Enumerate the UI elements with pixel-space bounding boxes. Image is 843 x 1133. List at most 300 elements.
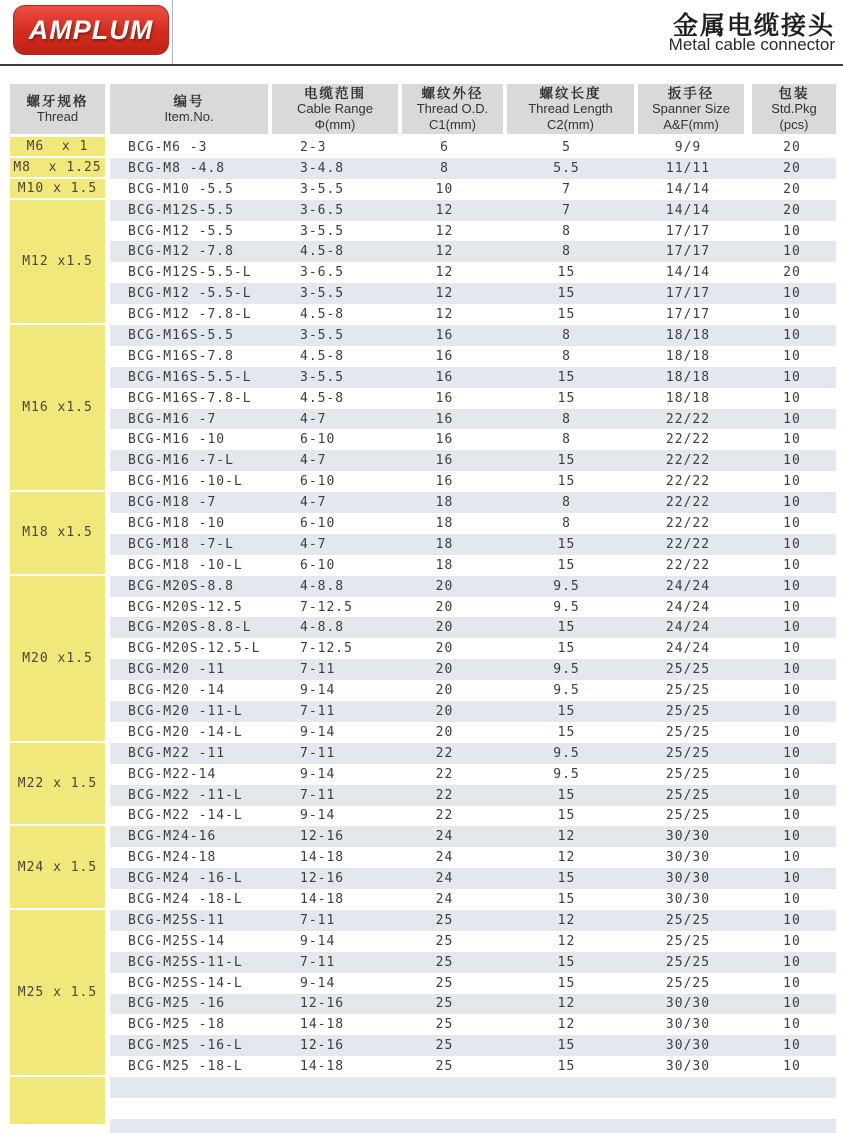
table-row	[110, 680, 836, 701]
table-row	[110, 450, 836, 471]
item-no-cell: BCG-M16 -10-L	[128, 474, 243, 490]
cable-range-cell: 7-12.5	[300, 599, 353, 615]
std-pkg-cell: 10	[783, 892, 801, 907]
cable-range-cell: 4.5-8	[300, 244, 345, 260]
thread-spec-cell: M20 x1.5	[10, 576, 105, 743]
table-row	[110, 1077, 836, 1098]
table-row	[110, 994, 836, 1015]
item-no-cell: BCG-M16 -7-L	[128, 453, 234, 469]
thread-length-cell: 8	[562, 223, 571, 239]
std-pkg-cell: 20	[783, 181, 801, 197]
item-no-cell: BCG-M12 -7.8	[128, 244, 234, 260]
cable-range-cell: 3-5.5	[300, 181, 345, 197]
spanner-size-cell: 25/25	[665, 745, 711, 761]
table-row	[110, 513, 836, 534]
cable-range-cell: 14-18	[300, 1059, 345, 1075]
thread-od-cell: 8	[440, 160, 449, 176]
spanner-size-cell: 22/22	[665, 474, 711, 490]
table-header-row	[10, 84, 836, 134]
item-no-cell: BCG-M24 -18-L	[128, 892, 243, 907]
thread-od-cell: 12	[435, 286, 454, 302]
thread-spec-cell: M25 x 1.5	[10, 910, 105, 1077]
cable-range-cell: 9-14	[300, 724, 336, 740]
thread-od-cell: 16	[435, 369, 454, 385]
table-row	[110, 785, 836, 806]
cable-range-cell: 14-18	[300, 850, 345, 866]
std-pkg-cell: 10	[783, 286, 801, 302]
thread-length-cell: 15	[557, 390, 576, 406]
thread-length-cell: 8	[562, 495, 571, 511]
thread-length-cell: 8	[562, 348, 571, 364]
thread-length-cell: 9.5	[553, 683, 580, 699]
column-header-line: 包装	[778, 85, 810, 101]
table-row	[110, 388, 836, 409]
table-row	[110, 743, 836, 764]
item-no-cell: BCG-M25S-14-L	[128, 975, 243, 991]
thread-group	[0, 179, 843, 200]
cable-range-cell: 3-5.5	[300, 223, 345, 239]
cable-range-cell: 4-7	[300, 495, 327, 511]
thread-group	[0, 743, 843, 827]
thread-spec-cell	[10, 1077, 105, 1126]
thread-od-cell: 20	[435, 683, 454, 699]
group-rows	[110, 325, 836, 492]
table-row	[110, 262, 836, 283]
column-header-line: Thread O.D.	[416, 101, 489, 117]
cable-range-cell: 6-10	[300, 515, 336, 531]
thread-od-cell: 20	[435, 703, 454, 719]
table-row	[110, 1014, 836, 1035]
item-no-cell: BCG-M16S-5.5-L	[128, 369, 252, 385]
spanner-size-cell: 25/25	[665, 933, 711, 949]
table-row	[110, 1035, 836, 1056]
thread-length-cell: 15	[557, 808, 576, 824]
table-row	[110, 701, 836, 722]
thread-length-cell: 7	[562, 181, 571, 197]
std-pkg-cell: 20	[783, 202, 801, 218]
table-row	[110, 179, 836, 200]
thread-od-cell: 25	[435, 954, 454, 970]
cable-range-cell: 6-10	[300, 474, 336, 490]
cable-range-cell: 3-6.5	[300, 202, 345, 218]
spanner-size-cell: 22/22	[665, 453, 711, 469]
column-header	[402, 84, 503, 134]
thread-length-cell: 15	[557, 286, 576, 302]
thread-length-cell: 15	[557, 453, 576, 469]
spanner-size-cell: 24/24	[665, 620, 711, 636]
thread-od-cell: 12	[435, 223, 454, 239]
item-no-cell: BCG-M16 -7	[128, 411, 217, 427]
std-pkg-cell: 10	[783, 244, 801, 260]
table-row	[110, 910, 836, 931]
page-title-zh: 金属电缆接头	[672, 12, 835, 40]
column-header-line: 电缆范围	[304, 85, 366, 101]
item-no-cell: BCG-M25S-14	[128, 933, 226, 949]
column-header-line: 编号	[173, 93, 205, 109]
spanner-size-cell: 17/17	[665, 286, 711, 302]
std-pkg-cell: 20	[783, 160, 801, 176]
thread-od-cell: 25	[435, 1059, 454, 1075]
std-pkg-cell: 10	[783, 787, 801, 803]
std-pkg-cell: 10	[783, 808, 801, 824]
cable-range-cell: 7-11	[300, 787, 336, 803]
group-rows	[110, 179, 836, 200]
std-pkg-cell: 10	[783, 1038, 801, 1054]
spanner-size-cell: 11/11	[665, 160, 711, 176]
cable-range-cell: 7-11	[300, 745, 336, 761]
thread-length-cell: 8	[562, 327, 571, 343]
item-no-cell: BCG-M22 -11	[128, 745, 226, 761]
column-header	[638, 84, 744, 134]
cable-range-cell: 4.5-8	[300, 348, 345, 364]
table-row	[110, 367, 836, 388]
cable-range-cell: 3-5.5	[300, 286, 345, 302]
thread-od-cell: 25	[435, 933, 454, 949]
item-no-cell: BCG-M18 -7-L	[128, 536, 234, 552]
std-pkg-cell: 10	[783, 369, 801, 385]
cable-range-cell: 7-11	[300, 703, 336, 719]
thread-length-cell: 8	[562, 411, 571, 427]
group-rows	[110, 200, 836, 325]
table-row	[110, 346, 836, 367]
thread-od-cell: 24	[435, 871, 454, 887]
thread-od-cell: 20	[435, 724, 454, 740]
spanner-size-cell: 30/30	[665, 996, 711, 1012]
column-header	[10, 84, 105, 134]
table-row	[110, 847, 836, 868]
cable-range-cell: 4-8.8	[300, 578, 345, 594]
table-row	[110, 952, 836, 973]
thread-length-cell: 12	[557, 912, 576, 928]
cable-range-cell: 14-18	[300, 892, 345, 907]
thread-od-cell: 12	[435, 307, 454, 323]
std-pkg-cell: 10	[783, 599, 801, 615]
std-pkg-cell: 10	[783, 578, 801, 594]
thread-od-cell: 12	[435, 202, 454, 218]
spanner-size-cell: 25/25	[665, 912, 711, 928]
cable-range-cell: 3-5.5	[300, 369, 345, 385]
thread-length-cell: 5.5	[553, 160, 580, 176]
thread-od-cell: 20	[435, 578, 454, 594]
table-row	[110, 868, 836, 889]
thread-length-cell: 9.5	[553, 766, 580, 782]
thread-length-cell: 15	[557, 620, 576, 636]
item-no-cell: BCG-M25 -18-L	[128, 1059, 243, 1075]
group-rows	[110, 743, 836, 827]
item-no-cell: BCG-M24-16	[128, 829, 217, 845]
std-pkg-cell: 10	[783, 1017, 801, 1033]
spanner-size-cell: 25/25	[665, 954, 711, 970]
std-pkg-cell: 10	[783, 683, 801, 699]
column-header	[272, 84, 398, 134]
thread-od-cell: 12	[435, 244, 454, 260]
spanner-size-cell: 17/17	[665, 307, 711, 323]
item-no-cell: BCG-M18 -7	[128, 495, 217, 511]
thread-od-cell: 18	[435, 557, 454, 573]
thread-od-cell: 16	[435, 348, 454, 364]
thread-length-cell: 15	[557, 703, 576, 719]
thread-length-cell: 15	[557, 975, 576, 991]
std-pkg-cell: 10	[783, 474, 801, 490]
thread-group	[0, 200, 843, 325]
item-no-cell: BCG-M20S-12.5	[128, 599, 243, 615]
std-pkg-cell: 10	[783, 495, 801, 511]
table-row	[110, 492, 836, 513]
page-title-en: Metal cable connector	[668, 35, 835, 54]
spanner-size-cell: 22/22	[665, 536, 711, 552]
spanner-size-cell: 17/17	[665, 223, 711, 239]
std-pkg-cell: 10	[783, 871, 801, 887]
spanner-size-cell: 25/25	[665, 766, 711, 782]
thread-group	[0, 910, 843, 1077]
item-no-cell: BCG-M12S-5.5	[128, 202, 234, 218]
item-no-cell: BCG-M20S-8.8-L	[128, 620, 252, 636]
column-header-line: 螺牙规格	[26, 93, 89, 109]
std-pkg-cell: 10	[783, 766, 801, 782]
thread-spec-cell: M22 x 1.5	[10, 743, 105, 827]
thread-length-cell: 9.5	[553, 662, 580, 678]
item-no-cell: BCG-M6 -3	[128, 139, 208, 155]
column-header-line: Spanner Size	[651, 101, 731, 117]
spanner-size-cell: 25/25	[665, 975, 711, 991]
item-no-cell: BCG-M16S-5.5	[128, 327, 234, 343]
table-row	[110, 137, 836, 158]
thread-length-cell: 12	[557, 829, 576, 845]
std-pkg-cell: 10	[783, 724, 801, 740]
item-no-cell: BCG-M16S-7.8	[128, 348, 234, 364]
spanner-size-cell: 25/25	[665, 808, 711, 824]
cable-range-cell: 9-14	[300, 808, 336, 824]
table-row	[110, 597, 836, 618]
cable-range-cell: 3-4.8	[300, 160, 345, 176]
spanner-size-cell: 22/22	[665, 557, 711, 573]
thread-od-cell: 25	[435, 1038, 454, 1054]
item-no-cell: BCG-M20S-12.5-L	[128, 641, 261, 657]
thread-length-cell: 15	[557, 871, 576, 887]
item-no-cell: BCG-M8 -4.8	[128, 160, 226, 176]
logo-text: AMPLUM	[28, 14, 154, 45]
cable-range-cell: 4.5-8	[300, 390, 345, 406]
std-pkg-cell: 10	[783, 912, 801, 928]
thread-od-cell: 25	[435, 1017, 454, 1033]
thread-length-cell: 15	[557, 265, 576, 281]
spanner-size-cell: 22/22	[665, 515, 711, 531]
thread-length-cell: 15	[557, 724, 576, 740]
table-row	[110, 638, 836, 659]
std-pkg-cell: 10	[783, 975, 801, 991]
column-header-line: C2(mm)	[547, 116, 594, 132]
thread-od-cell: 22	[435, 745, 454, 761]
std-pkg-cell: 10	[783, 223, 801, 239]
thread-group	[0, 325, 843, 492]
spanner-size-cell: 25/25	[665, 683, 711, 699]
std-pkg-cell: 20	[783, 139, 801, 155]
thread-length-cell: 15	[557, 307, 576, 323]
spanner-size-cell: 9/9	[674, 139, 702, 155]
item-no-cell: BCG-M25 -16	[128, 996, 226, 1012]
thread-length-cell: 5	[562, 139, 571, 155]
item-no-cell: BCG-M20 -14	[128, 683, 226, 699]
thread-length-cell: 8	[562, 244, 571, 260]
column-header	[507, 84, 634, 134]
item-no-cell: BCG-M25 -18	[128, 1017, 226, 1033]
spanner-size-cell: 25/25	[665, 662, 711, 678]
cable-range-cell: 9-14	[300, 683, 336, 699]
table-row	[110, 283, 836, 304]
column-header-line: Φ(mm)	[314, 116, 356, 132]
column-header-line: Std.Pkg	[771, 101, 817, 117]
thread-length-cell: 9.5	[553, 578, 580, 594]
item-no-cell: BCG-M24-18	[128, 850, 217, 866]
spanner-size-cell: 25/25	[665, 787, 711, 803]
thread-spec-cell: M6 x 1	[10, 137, 105, 158]
std-pkg-cell: 10	[783, 850, 801, 866]
spanner-size-cell: 17/17	[665, 244, 711, 260]
thread-length-cell: 9.5	[553, 745, 580, 761]
group-rows	[110, 1077, 836, 1133]
thread-group	[0, 576, 843, 743]
thread-length-cell: 15	[557, 557, 576, 573]
item-no-cell: BCG-M25S-11	[128, 912, 226, 928]
spanner-size-cell: 18/18	[665, 369, 711, 385]
spanner-size-cell: 30/30	[665, 850, 711, 866]
thread-od-cell: 20	[435, 620, 454, 636]
cable-range-cell: 4.5-8	[300, 307, 345, 323]
thread-od-cell: 20	[435, 599, 454, 615]
spanner-size-cell: 24/24	[665, 641, 711, 657]
table-row	[110, 806, 836, 827]
group-rows	[110, 137, 836, 158]
item-no-cell: BCG-M22-14	[128, 766, 217, 782]
std-pkg-cell: 10	[783, 536, 801, 552]
table-row	[110, 617, 836, 638]
table-row	[110, 200, 836, 221]
std-pkg-cell: 10	[783, 829, 801, 845]
table-row	[110, 158, 836, 179]
thread-od-cell: 6	[440, 139, 449, 155]
thread-length-cell: 15	[557, 536, 576, 552]
table-row	[110, 826, 836, 847]
spanner-size-cell: 22/22	[665, 411, 711, 427]
table-row	[110, 659, 836, 680]
column-header	[110, 84, 268, 134]
cable-range-cell: 4-7	[300, 453, 327, 469]
thread-od-cell: 18	[435, 515, 454, 531]
table-row	[110, 576, 836, 597]
std-pkg-cell: 20	[783, 265, 801, 281]
thread-length-cell: 15	[557, 369, 576, 385]
std-pkg-cell: 10	[783, 954, 801, 970]
item-no-cell: BCG-M25S-11-L	[128, 954, 243, 970]
item-no-cell: BCG-M10 -5.5	[128, 181, 234, 197]
column-header-line: C1(mm)	[429, 116, 476, 132]
thread-length-cell: 8	[562, 432, 571, 448]
std-pkg-cell: 10	[783, 515, 801, 531]
cable-range-cell: 12-16	[300, 871, 345, 887]
std-pkg-cell: 10	[783, 327, 801, 343]
table-row	[110, 722, 836, 743]
thread-spec-cell: M24 x 1.5	[10, 826, 105, 910]
item-no-cell: BCG-M16 -10	[128, 432, 226, 448]
thread-length-cell: 8	[562, 515, 571, 531]
thread-od-cell: 18	[435, 495, 454, 511]
column-header-line: 螺纹外径	[421, 85, 484, 101]
thread-spec-cell: M10 x 1.5	[10, 179, 105, 200]
spanner-size-cell: 14/14	[665, 181, 711, 197]
item-no-cell: BCG-M20S-8.8	[128, 578, 234, 594]
cable-range-cell: 12-16	[300, 829, 345, 845]
thread-od-cell: 22	[435, 808, 454, 824]
thread-od-cell: 16	[435, 474, 454, 490]
cable-range-cell: 12-16	[300, 996, 345, 1012]
thread-od-cell: 25	[435, 996, 454, 1012]
table-row	[110, 325, 836, 346]
table-row	[110, 764, 836, 785]
std-pkg-cell: 10	[783, 348, 801, 364]
thread-spec-cell: M18 x1.5	[10, 492, 105, 576]
thread-group	[0, 1077, 843, 1133]
std-pkg-cell: 10	[783, 453, 801, 469]
thread-od-cell: 20	[435, 641, 454, 657]
thread-od-cell: 12	[435, 265, 454, 281]
thread-od-cell: 24	[435, 850, 454, 866]
thread-od-cell: 25	[435, 912, 454, 928]
table-row	[110, 1098, 836, 1119]
std-pkg-cell: 10	[783, 432, 801, 448]
table-row	[110, 973, 836, 994]
spanner-size-cell: 22/22	[665, 495, 711, 511]
std-pkg-cell: 10	[783, 662, 801, 678]
cable-range-cell: 4-8.8	[300, 620, 345, 636]
cable-range-cell: 4-7	[300, 411, 327, 427]
thread-group	[0, 158, 843, 179]
group-rows	[110, 576, 836, 743]
cable-range-cell: 3-5.5	[300, 327, 345, 343]
column-header-line: (pcs)	[779, 116, 809, 132]
std-pkg-cell: 10	[783, 703, 801, 719]
thread-group	[0, 137, 843, 158]
group-rows	[110, 826, 836, 910]
cable-range-cell: 6-10	[300, 432, 336, 448]
thread-length-cell: 12	[557, 933, 576, 949]
cable-range-cell: 7-12.5	[300, 641, 353, 657]
spanner-size-cell: 24/24	[665, 599, 711, 615]
spanner-size-cell: 30/30	[665, 1017, 711, 1033]
item-no-cell: BCG-M16S-7.8-L	[128, 390, 252, 406]
thread-length-cell: 9.5	[553, 599, 580, 615]
item-no-cell: BCG-M22 -11-L	[128, 787, 243, 803]
thread-od-cell: 16	[435, 390, 454, 406]
table-row	[110, 221, 836, 242]
thread-group	[0, 492, 843, 576]
spanner-size-cell: 30/30	[665, 1059, 711, 1075]
table-row	[110, 555, 836, 576]
spanner-size-cell: 18/18	[665, 327, 711, 343]
std-pkg-cell: 10	[783, 307, 801, 323]
spanner-size-cell: 14/14	[665, 265, 711, 281]
thread-length-cell: 7	[562, 202, 571, 218]
column-header-line: Item.No.	[164, 109, 214, 124]
item-no-cell: BCG-M18 -10	[128, 515, 226, 531]
spanner-size-cell: 30/30	[665, 892, 711, 907]
item-no-cell: BCG-M22 -14-L	[128, 808, 243, 824]
std-pkg-cell: 10	[783, 620, 801, 636]
thread-od-cell: 16	[435, 453, 454, 469]
item-no-cell: BCG-M25 -16-L	[128, 1038, 243, 1054]
std-pkg-cell: 10	[783, 390, 801, 406]
table-row	[110, 1119, 836, 1133]
item-no-cell: BCG-M20 -14-L	[128, 724, 243, 740]
